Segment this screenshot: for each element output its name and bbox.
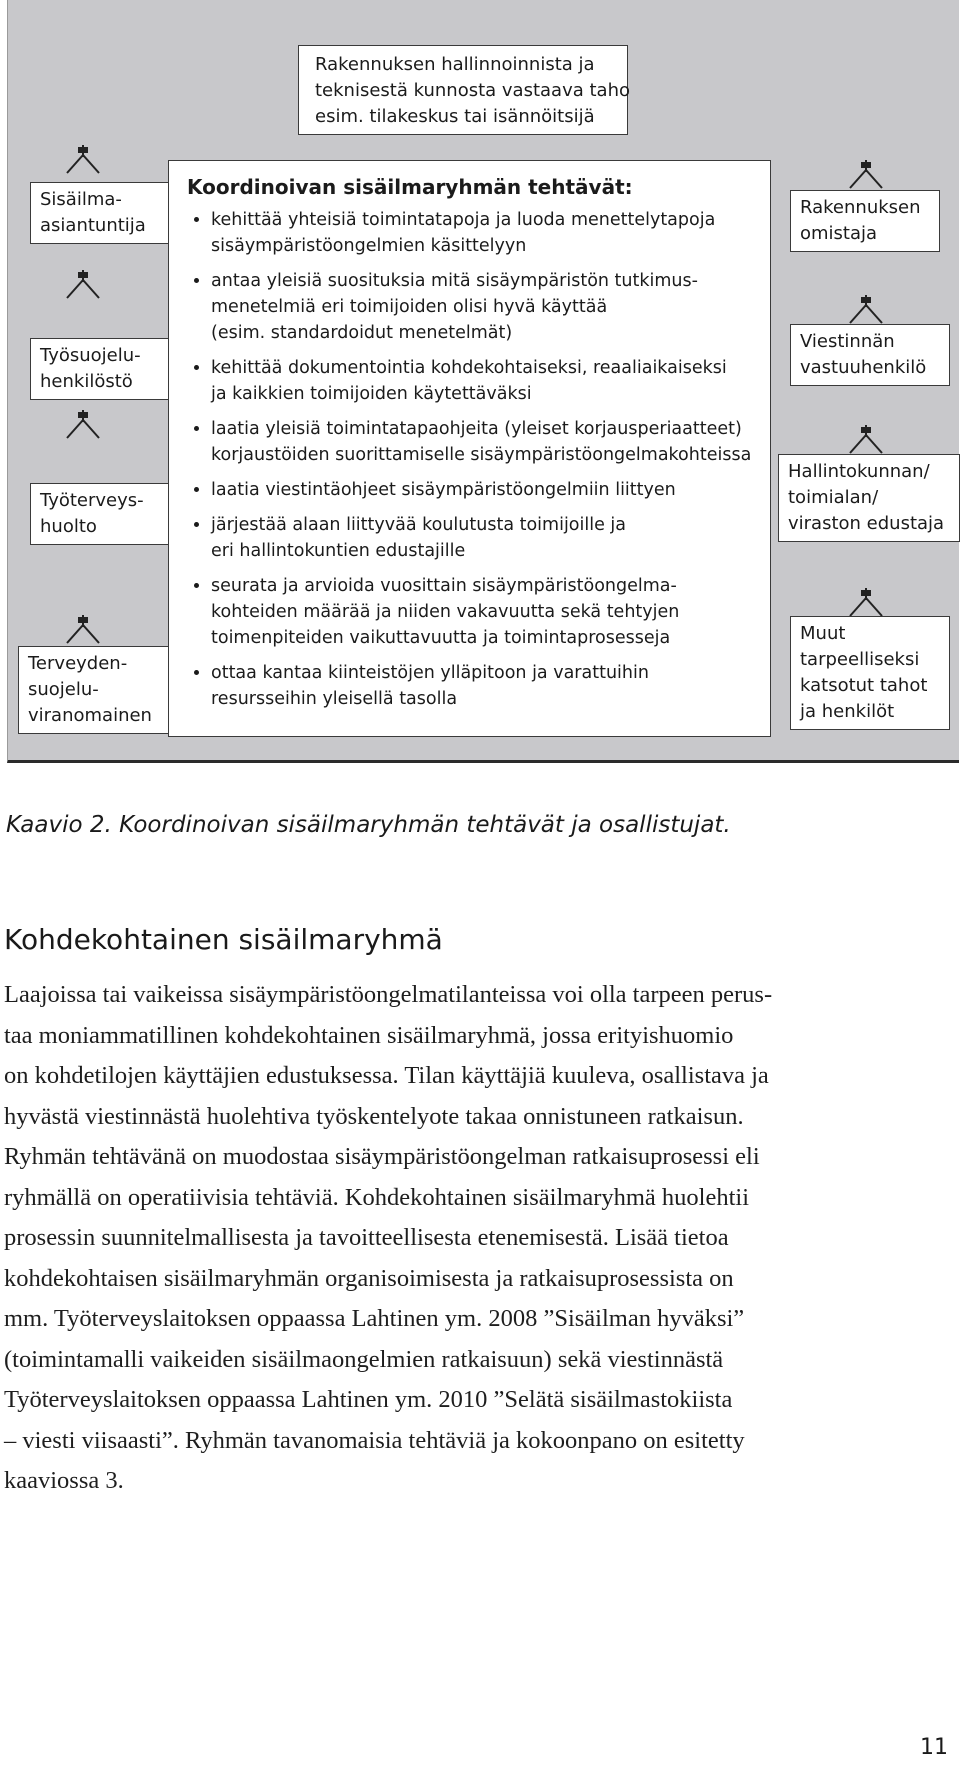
role-box-occupational-safety: [30, 338, 178, 400]
body-line: hyvästä viestinnästä huolehtiva työskentelyote takaa onnistuneen ratkaisun.: [4, 1102, 744, 1130]
role-box-health-protection-authority: [18, 646, 178, 734]
body-line: mm. Työterveyslaitoksen oppaassa Lahtinen ym. 2008 ”Sisäilman hyväksi”: [4, 1305, 745, 1332]
figure-caption: Kaavio 2. Koordinoivan sisäilmaryhmän tehtävät ja osallistujat.: [6, 812, 731, 838]
task-item: [211, 660, 752, 712]
task-item: [211, 416, 752, 468]
task-line: • ottaa kantaa kiinteistöjen ylläpitoon ja varattuihin: [211, 663, 649, 683]
person-icon: [846, 425, 886, 455]
role-line: Terveyden-: [28, 653, 128, 674]
task-item: [211, 512, 752, 564]
task-item: [211, 573, 752, 651]
body-line: Työterveyslaitoksen oppaassa Lahtinen ym. 2010 ”Selätä sisäilmastokiista: [4, 1386, 733, 1413]
body-line: taa moniammatillinen kohdekohtainen sisäilmaryhmä, jossa erityishuomio: [4, 1021, 734, 1049]
task-line: kohteiden määrää ja niiden vakavuutta sekä tehtyjen: [211, 602, 680, 622]
person-icon: [63, 615, 103, 645]
role-line: Työsuojelu-: [40, 345, 141, 366]
role-line: katsotut tahot: [800, 675, 928, 696]
person-icon: [63, 145, 103, 175]
role-line: viraston edustaja: [788, 513, 945, 534]
task-line: • seurata ja arvioida vuosittain sisäympäristöongelma-: [211, 576, 677, 596]
task-line: • kehittää dokumentointia kohdekohtaiseksi, reaaliaikaiseksi: [211, 358, 727, 378]
role-line: omistaja: [800, 223, 878, 244]
role-box-communications-contact: [790, 324, 950, 386]
person-icon: [846, 588, 886, 618]
role-box-indoor-air-expert: [30, 182, 178, 244]
task-line: (esim. standardoidut menetelmät): [211, 323, 513, 343]
building-management-box: [298, 45, 628, 135]
coordinating-group-tasks-box: [168, 160, 771, 737]
person-icon: [63, 410, 103, 440]
role-line: vastuuhenkilö: [800, 357, 927, 378]
body-line: (toimintamalli vaikeiden sisäilmaongelmien ratkaisuun) sekä viestinnästä: [4, 1345, 724, 1373]
role-line: asiantuntija: [40, 215, 146, 236]
task-item: [211, 477, 752, 503]
role-box-building-owner: [790, 190, 940, 252]
box-line: Rakennuksen hallinnoinnista ja: [315, 54, 595, 75]
tasks-title: Koordinoivan sisäilmaryhmän tehtävät:: [187, 175, 633, 199]
tasks-list: [187, 207, 752, 712]
role-line: Työterveys-: [40, 490, 144, 511]
role-line: tarpeelliseksi: [800, 649, 920, 670]
role-line: Sisäilma-: [40, 189, 122, 210]
task-item: [211, 207, 752, 259]
task-line: toimenpiteiden vaikuttavuutta ja toimintaprosesseja: [211, 628, 671, 648]
task-line: • antaa yleisiä suosituksia mitä sisäympäristön tutkimus-: [211, 271, 698, 291]
role-line: huolto: [40, 516, 97, 537]
body-line: kaaviossa 3.: [4, 1467, 124, 1494]
body-line: Laajoissa tai vaikeissa sisäympäristöongelmatilanteissa voi olla tarpeen perus-: [4, 981, 773, 1008]
person-icon: [63, 270, 103, 300]
role-line: Viestinnän: [800, 331, 895, 352]
body-paragraph: [4, 975, 956, 1502]
diagram: [7, 0, 959, 763]
role-line: Hallintokunnan/: [788, 461, 930, 482]
role-line: suojelu-: [28, 679, 99, 700]
person-icon: [846, 295, 886, 325]
role-line: toimialan/: [788, 487, 879, 508]
page-number: 11: [920, 1735, 948, 1760]
role-line: Rakennuksen: [800, 197, 921, 218]
task-item: [211, 268, 752, 346]
section-heading: Kohdekohtainen sisäilmaryhmä: [4, 923, 443, 956]
box-line: esim. tilakeskus tai isännöitsijä: [315, 106, 595, 127]
task-line: • laatia yleisiä toimintatapaohjeita (yleiset korjausperiaatteet): [211, 419, 742, 439]
role-line: henkilöstö: [40, 371, 133, 392]
person-icon: [846, 160, 886, 190]
task-line: • laatia viestintäohjeet sisäympäristöongelmiin liittyen: [211, 480, 676, 500]
task-line: • järjestää alaan liittyvää koulutusta toimijoille ja: [211, 515, 627, 535]
body-line: Ryhmän tehtävänä on muodostaa sisäympäristöongelman ratkaisuprosessi eli: [4, 1143, 760, 1170]
task-line: resursseihin yleisellä tasolla: [211, 689, 458, 709]
task-line: ja kaikkien toimijoiden käytettäväksi: [211, 384, 532, 404]
body-line: kohdekohtaisen sisäilmaryhmän organisoimisesta ja ratkaisuprosessista on: [4, 1264, 734, 1292]
box-line: teknisestä kunnosta vastaava taho: [315, 80, 630, 101]
task-line: • kehittää yhteisiä toimintatapoja ja luoda menettelytapoja: [211, 210, 716, 230]
role-line: ja henkilöt: [800, 701, 895, 722]
role-box-administration-representative: [778, 454, 960, 542]
task-line: eri hallintokuntien edustajille: [211, 541, 466, 561]
body-line: ryhmällä on operatiivisia tehtäviä. Kohdekohtainen sisäilmaryhmä huolehtii: [4, 1183, 750, 1211]
role-line: Muut: [800, 623, 846, 644]
task-line: korjaustöiden suorittamiselle sisäympäristöongelmakohteissa: [211, 445, 752, 465]
role-box-occupational-health: [30, 483, 178, 545]
role-line: viranomainen: [28, 705, 152, 726]
task-line: sisäympäristöongelmien käsittelyyn: [211, 236, 527, 256]
task-line: menetelmiä eri toimijoiden olisi hyvä käyttää: [211, 297, 608, 317]
role-box-other-parties: [790, 616, 950, 730]
body-line: prosessin suunnitelmallisesta ja tavoitteellisesta etenemisestä. Lisää tietoa: [4, 1224, 729, 1251]
task-item: [211, 355, 752, 407]
body-line: – viesti viisaasti”. Ryhmän tavanomaisia tehtäviä ja kokoonpano on esitetty: [4, 1426, 745, 1454]
body-line: on kohdetilojen käyttäjien edustuksessa. Tilan käyttäjiä kuuleva, osallistava ja: [4, 1062, 769, 1089]
